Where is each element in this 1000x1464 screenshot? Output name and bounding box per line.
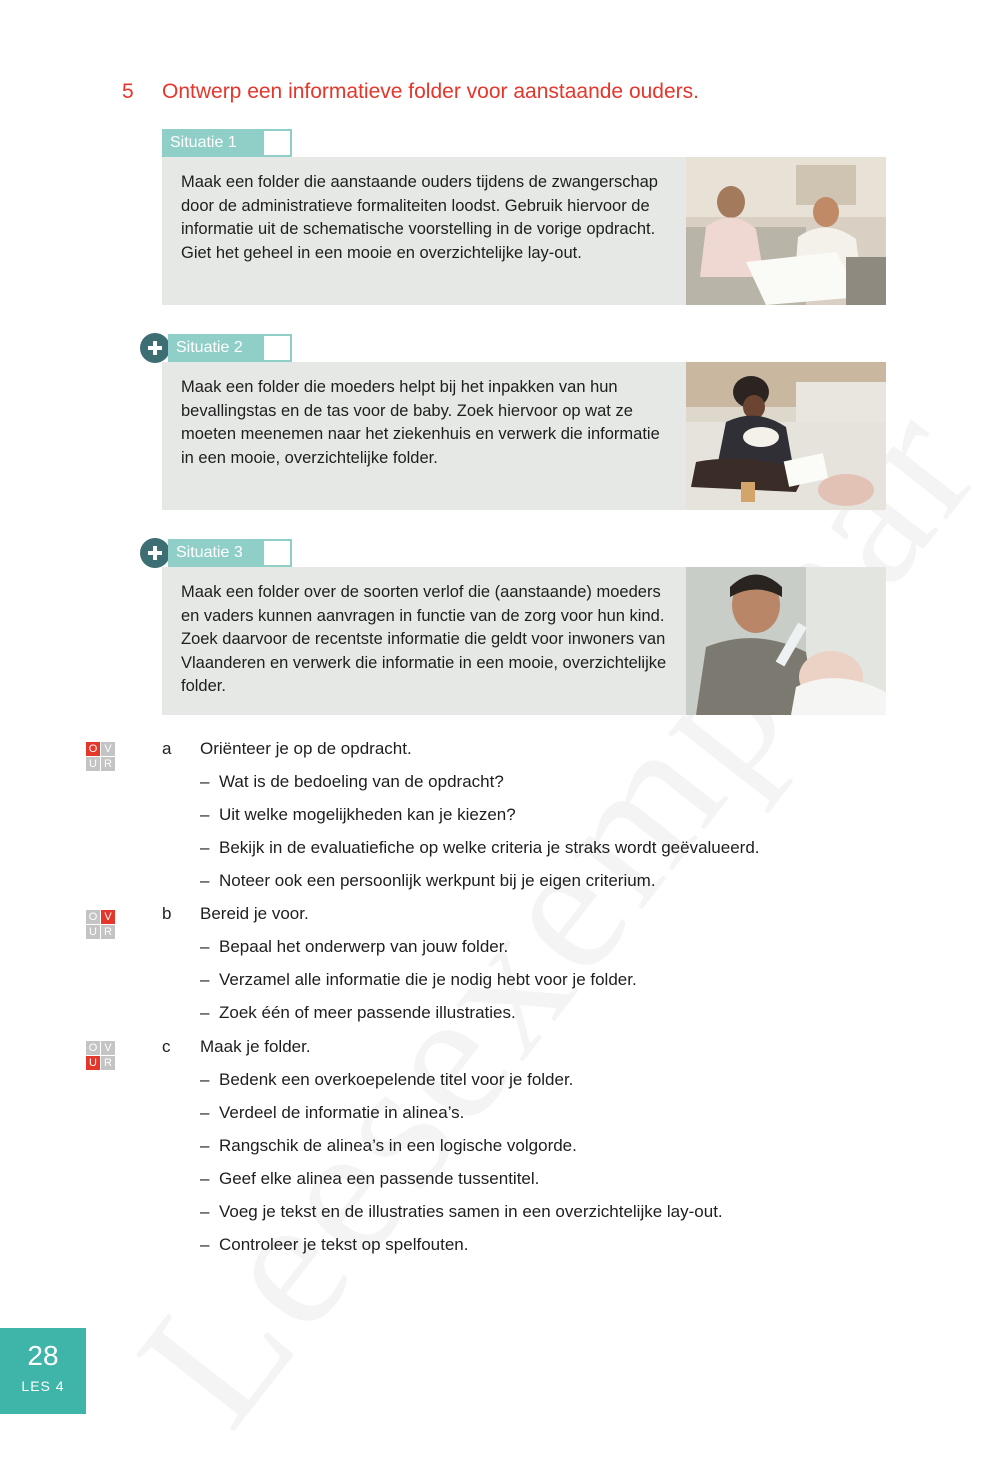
ovur-u: U [86, 1056, 100, 1070]
ovur-r: R [101, 757, 115, 771]
situation-3-body [162, 567, 686, 715]
situation-2-checkbox[interactable] [262, 334, 292, 362]
ovur-r: R [101, 925, 115, 939]
list-item: – Verzamel alle informatie die je nodig hebt voor je folder. [200, 970, 637, 989]
lesson-label: LES 4 [21, 1378, 65, 1394]
step-b-heading: Bereid je voor. [200, 904, 309, 923]
situation-1-checkbox[interactable] [262, 129, 292, 157]
list-item: – Bepaal het onderwerp van jouw folder. [200, 937, 509, 956]
ovur-v: V [101, 1041, 115, 1055]
list-item: – Voeg je tekst en de illustraties samen in een overzichtelijke lay-out. [200, 1202, 723, 1221]
ovur-badge-a [86, 742, 114, 772]
situation-3-checkbox[interactable] [262, 539, 292, 567]
exercise-title [122, 80, 699, 104]
ovur-o: O [86, 742, 100, 756]
step-b-letter: b [162, 904, 172, 923]
situation-3-label: Situatie 3 [168, 539, 262, 567]
step-a-heading: Oriënteer je op de opdracht. [200, 739, 412, 758]
situation-3-tab [168, 539, 292, 567]
situation-2-label: Situatie 2 [168, 334, 262, 362]
ovur-o: O [86, 910, 100, 924]
plus-icon [140, 538, 170, 568]
situation-2-body [162, 362, 686, 510]
plus-icon [140, 333, 170, 363]
situation-3-photo [686, 567, 886, 715]
ovur-r: R [101, 1056, 115, 1070]
situation-2-photo [686, 362, 886, 510]
exercise-title-text: Ontwerp een informatieve folder voor aanstaande ouders. [162, 80, 699, 103]
ovur-badge-c [86, 1041, 114, 1071]
list-item: – Geef elke alinea een passende tussentitel. [200, 1169, 540, 1188]
page-number: 28 [27, 1340, 59, 1371]
list-item: – Uit welke mogelijkheden kan je kiezen? [200, 805, 516, 824]
ovur-u: U [86, 757, 100, 771]
step-a-letter: a [162, 739, 172, 758]
situation-2-text: Maak een folder die moeders helpt bij het inpakken van hun bevallingstas en de tas voor de baby. Zoek hiervoor op wat ze moeten meenemen naar het ziekenhuis en verwerk die informatie in een mooie, overzichtelijke folder. [181, 378, 660, 467]
list-item: – Verdeel de informatie in alinea’s. [200, 1103, 465, 1122]
list-item: – Rangschik de alinea’s in een logische volgorde. [200, 1136, 577, 1155]
list-item: – Bekijk in de evaluatiefiche op welke criteria je straks wordt geëvalueerd. [200, 838, 760, 857]
ovur-v: V [101, 910, 115, 924]
situation-1-photo [686, 157, 886, 305]
situation-3-text: Maak een folder over de soorten verlof die (aanstaande) moeders en vaders kunnen aanvragen in functie van de zorg voor hun kind. Zoek daarvoor de recentste informatie die geldt voor inwoners van Vlaanderen en verwerk die informatie in een mooie, overzichtelijke folder. [181, 583, 667, 695]
situation-1-label: Situatie 1 [162, 129, 262, 157]
list-item: – Controleer je tekst op spelfouten. [200, 1235, 469, 1254]
step-c-letter: c [162, 1037, 171, 1056]
ovur-o: O [86, 1041, 100, 1055]
step-c-heading: Maak je folder. [200, 1037, 311, 1056]
exercise-number: 5 [122, 80, 134, 103]
list-item: – Wat is de bedoeling van de opdracht? [200, 772, 504, 791]
page-number-badge [0, 1328, 86, 1414]
situation-1-text: Maak een folder die aanstaande ouders tijdens de zwangerschap door de administratieve formaliteiten loodst. Gebruik hiervoor de informatie uit de schematische voorstelling in de vorige opdracht. Giet het geheel in een mooie en overzichtelijke lay-out. [181, 173, 658, 262]
situation-1-tab [162, 129, 292, 157]
list-item: – Bedenk een overkoepelende titel voor je folder. [200, 1070, 574, 1089]
situation-2-tab [168, 334, 292, 362]
list-item: – Noteer ook een persoonlijk werkpunt bij je eigen criterium. [200, 871, 656, 890]
ovur-v: V [101, 742, 115, 756]
situation-1-body [162, 157, 686, 305]
list-item: – Zoek één of meer passende illustraties. [200, 1003, 516, 1022]
ovur-badge-b [86, 910, 114, 940]
ovur-u: U [86, 925, 100, 939]
